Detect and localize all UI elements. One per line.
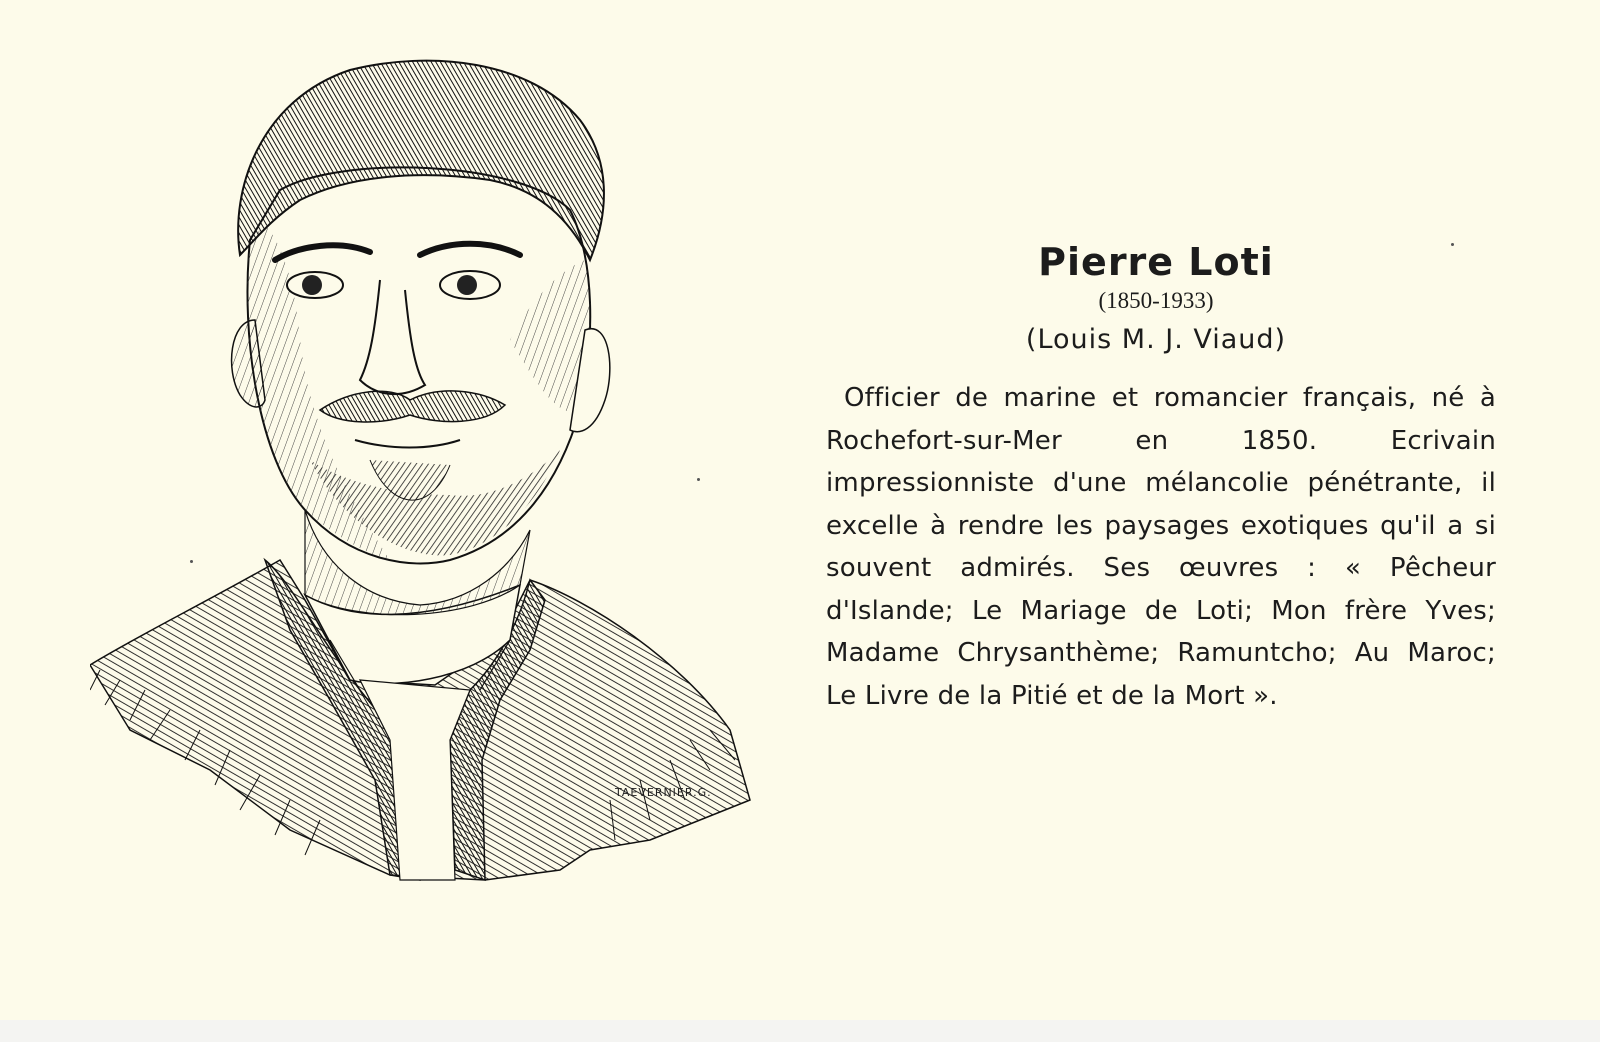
life-dates: (1850-1933) [1098, 288, 1214, 313]
text-block [826, 240, 1496, 717]
portrait-illustration [90, 40, 770, 910]
real-name: (Louis M. J. Viaud) [1025, 324, 1287, 355]
paper-speck [697, 478, 700, 481]
paper-speck [1451, 243, 1454, 246]
biography-paragraph: Officier de marine et romancier français, né à Rochefort-sur-Mer en 1850. Ecrivain impressionniste d'une mélancolie pénétrante, il excelle à rendre les paysages exotiques qu'il a si souvent admirés. Ses œuvres : « Pêcheur d'Islande; Le Mariage de Loti; Mon frère Yves; Madame Chrysanthème; Ramuntcho; Au Maroc; Le Livre de la Pitié et de la Mort ». [826, 383, 1496, 711]
artist-signature: TAEVERNIER.G. [615, 786, 712, 799]
person-name: Pierre Loti [1038, 240, 1274, 284]
paper-speck [190, 560, 193, 563]
scan-margin [0, 1020, 1600, 1042]
